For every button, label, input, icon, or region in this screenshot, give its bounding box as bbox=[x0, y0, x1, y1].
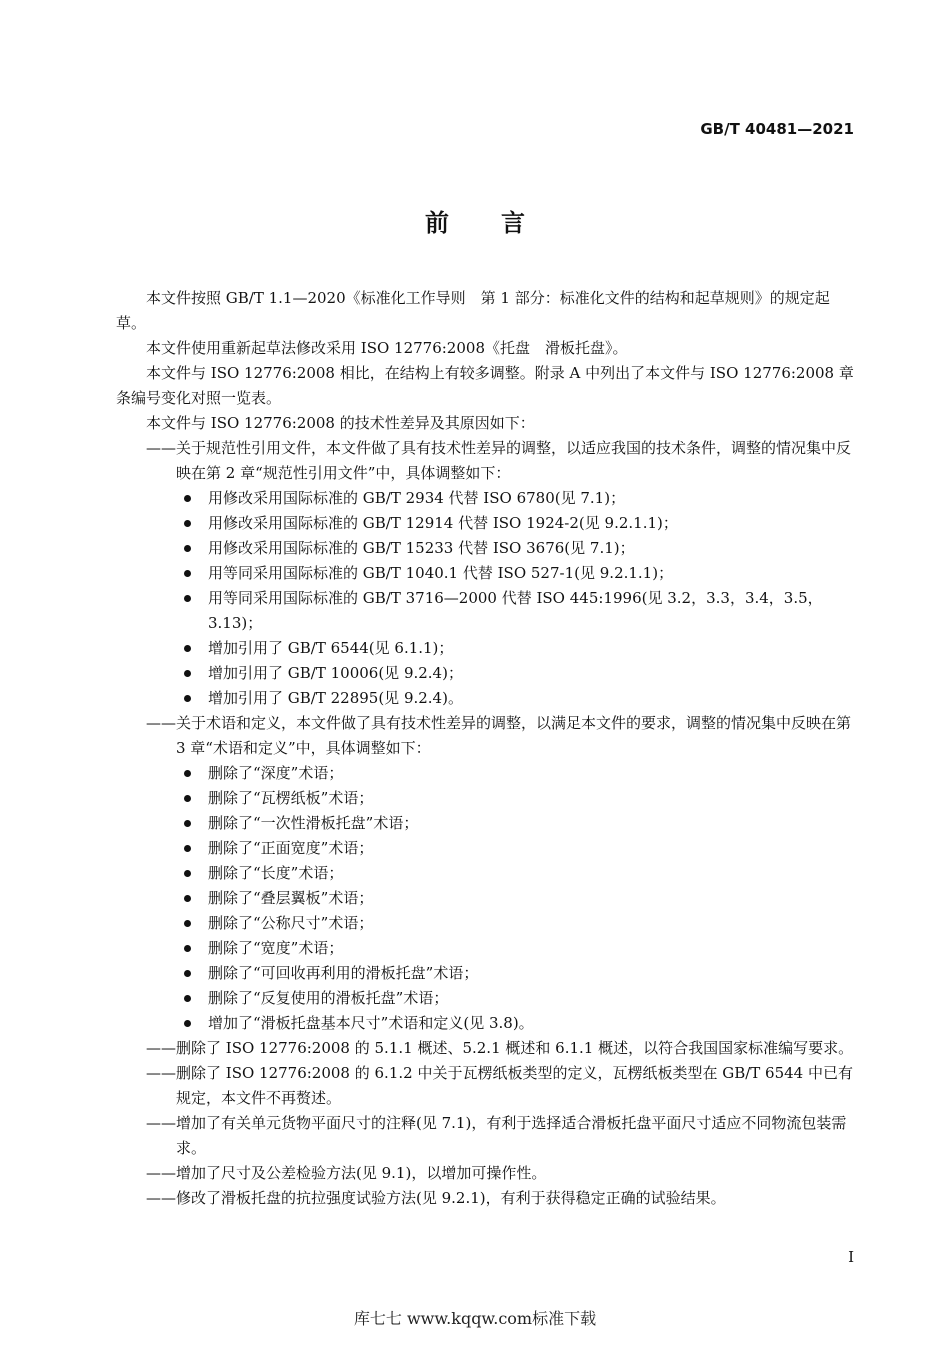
standard-number: GB/T 40481—2021 bbox=[700, 120, 854, 138]
bullet-item: 删除了“长度”术语； bbox=[116, 861, 856, 886]
bullet-item: 增加了“滑板托盘基本尺寸”术语和定义(见 3.8)。 bbox=[116, 1011, 856, 1036]
bullet-item: 增加引用了 GB/T 22895(见 9.2.4)。 bbox=[116, 686, 856, 711]
bullet-item: 增加引用了 GB/T 10006(见 9.2.4)； bbox=[116, 661, 856, 686]
paragraph: 本文件按照 GB/T 1.1—2020《标准化工作导则 第 1 部分：标准化文件的结构和起草规则》的规定起草。 bbox=[116, 289, 830, 332]
bullet-item: 删除了“瓦楞纸板”术语； bbox=[116, 786, 856, 811]
bullet-item: 用修改采用国际标准的 GB/T 15233 代替 ISO 3676(见 7.1)； bbox=[116, 536, 856, 561]
document-body bbox=[116, 286, 856, 1211]
bullet-item: 用等同采用国际标准的 GB/T 3716—2000 代替 ISO 445:1996(见 3.2，3.3，3.4，3.5，3.13)； bbox=[116, 586, 856, 636]
bullet-item: 用修改采用国际标准的 GB/T 2934 代替 ISO 6780(见 7.1)； bbox=[116, 486, 856, 511]
dash-item: ——关于规范性引用文件，本文件做了具有技术性差异的调整，以适应我国的技术条件，调整的情况集中反映在第 2 章“规范性引用文件”中，具体调整如下： bbox=[146, 439, 852, 482]
dash-item: ——删除了 ISO 12776:2008 的 5.1.1 概述、5.2.1 概述和 6.1.1 概述，以符合我国国家标准编写要求。 bbox=[146, 1039, 854, 1057]
dash-item: ——关于术语和定义，本文件做了具有技术性差异的调整，以满足本文件的要求，调整的情况集中反映在第 3 章“术语和定义”中，具体调整如下： bbox=[146, 714, 852, 757]
dash-item: ——增加了尺寸及公差检验方法(见 9.1)，以增加可操作性。 bbox=[146, 1164, 547, 1182]
bullet-item: 增加引用了 GB/T 6544(见 6.1.1)； bbox=[116, 636, 856, 661]
bullet-item: 删除了“公称尺寸”术语； bbox=[116, 911, 856, 936]
dash-item: ——修改了滑板托盘的抗拉强度试验方法(见 9.2.1)，有利于获得稳定正确的试验结果。 bbox=[146, 1189, 726, 1207]
bullet-item: 用等同采用国际标准的 GB/T 1040.1 代替 ISO 527-1(见 9.2.1.1)； bbox=[116, 561, 856, 586]
paragraph: 本文件与 ISO 12776:2008 的技术性差异及其原因如下： bbox=[146, 414, 535, 432]
footer-watermark: 库七七 www.kqqw.com标准下载 bbox=[353, 1309, 597, 1328]
bullet-item: 删除了“一次性滑板托盘”术语； bbox=[116, 811, 856, 836]
bullet-item: 删除了“宽度”术语； bbox=[116, 936, 856, 961]
dash-item: ——增加了有关单元货物平面尺寸的注释(见 7.1)，有利于选择适合滑板托盘平面尺寸适应不同物流包装需求。 bbox=[146, 1114, 847, 1157]
bullet-item: 用修改采用国际标准的 GB/T 12914 代替 ISO 1924-2(见 9.2.1.1)； bbox=[116, 511, 856, 536]
paragraph: 本文件与 ISO 12776:2008 相比，在结构上有较多调整。附录 A 中列出了本文件与 ISO 12776:2008 章条编号变化对照一览表。 bbox=[116, 364, 854, 407]
bullet-item: 删除了“反复使用的滑板托盘”术语； bbox=[116, 986, 856, 1011]
paragraph: 本文件使用重新起草法修改采用 ISO 12776:2008《托盘 滑板托盘》。 bbox=[146, 339, 628, 357]
bullet-item: 删除了“叠层翼板”术语； bbox=[116, 886, 856, 911]
page-title: 前言 bbox=[425, 209, 577, 237]
bullet-item: 删除了“可回收再利用的滑板托盘”术语； bbox=[116, 961, 856, 986]
bullet-item: 删除了“正面宽度”术语； bbox=[116, 836, 856, 861]
page-number: I bbox=[848, 1248, 854, 1266]
bullet-item: 删除了“深度”术语； bbox=[116, 761, 856, 786]
dash-item: ——删除了 ISO 12776:2008 的 6.1.2 中关于瓦楞纸板类型的定义，瓦楞纸板类型在 GB/T 6544 中已有规定，本文件不再赘述。 bbox=[146, 1064, 853, 1107]
